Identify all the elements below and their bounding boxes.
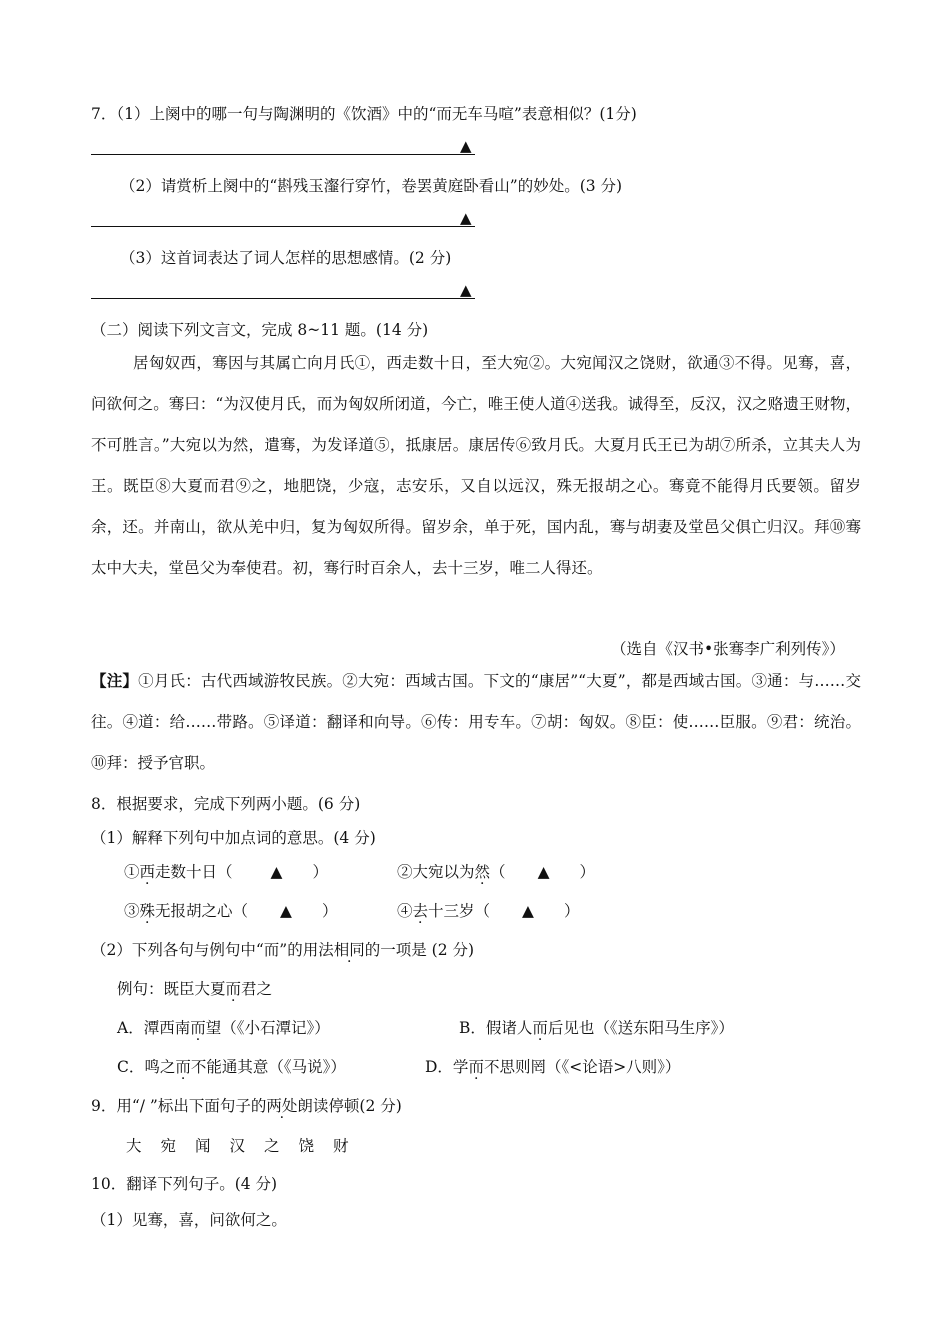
classical-passage: 居匈奴西，骞因与其属亡向月氏①，西走数十日，至大宛②。大宛闻汉之饶财，欲通③不得。见骞，喜，问欲何之。骞曰：“为汉使月氏，而为匈奴所闭道，今亡，唯王使人道④送我。诚得至，反汉，汉之赂遗王财物，不可胜言。”大宛以为然，遣骞，为发译道⑤，抵康居。康居传⑥致月氏。大夏月氏王已为胡⑦所杀，立其夫人为王。既臣⑧大夏而君⑨之，地肥饶，少寇，志安乐，又自以远汉，殊无报胡之心。骞竟不能得月氏要领。留岁余，还。并南山，欲从羌中归，复为匈奴所得。留岁余，单于死，国内乱，骞与胡妻及堂邑父俱亡归汉。拜⑩骞太中大夫，堂邑父为奉使君。初，骞行时百余人，去十三岁，唯二人得还。 <box>91 354 861 577</box>
q7-part3: （3）这首词表达了词人怎样的思想感情。(2 分) <box>120 249 452 267</box>
blank-marker-icon: ▲ <box>280 902 292 920</box>
blank-marker-icon: ▲ <box>270 863 283 881</box>
q8-item-1: ①西走数十日（ ▲ ） <box>124 863 328 881</box>
q8-sub1: （1）解释下列句中加点词的意思。(4 分) <box>91 829 376 847</box>
note-label: 【注】 <box>91 671 139 690</box>
q8-option-c: C．鸣之而不能通其意（《马说》） <box>117 1058 346 1076</box>
q7-part2: （2）请赏析上阕中的“斟残玉瀣行穿竹，卷罢黄庭卧看山”的妙处。(3 分) <box>120 177 623 195</box>
q8-example: 例句：既臣大夏而君之 <box>117 980 273 998</box>
q8-title: 8．根据要求，完成下列两小题。(6 分) <box>91 795 361 813</box>
q9-title: 9．用“/ ”标出下面句子的两处朗读停顿(2 分) <box>91 1097 402 1115</box>
blank-marker-icon: ▲ <box>460 137 472 155</box>
q10-sub1: （1）见骞，喜，问欲何之。 <box>91 1211 287 1229</box>
q10-title: 10．翻译下列句子。(4 分) <box>91 1175 278 1193</box>
q8-item-4: ④去十三岁（ ▲ ） <box>397 902 580 920</box>
blank-marker-icon: ▲ <box>537 863 550 881</box>
note-text: ①月氏：古代西域游牧民族。②大宛：西域古国。下文的“康居”“大夏”，都是西域古国。③通：与……交往。④道：给……带路。⑤译道：翻译和向导。⑥传：用专车。⑦胡：匈奴。⑧臣：使……臣服。⑨君：统治。⑩拜：授予官职。 <box>91 672 861 772</box>
section-heading: （二）阅读下列文言文，完成 8~11 题。(14 分) <box>91 321 429 339</box>
answer-line-3 <box>91 298 475 299</box>
answer-line-1 <box>91 154 475 155</box>
answer-line-2 <box>91 226 475 227</box>
q8-item-2: ②大宛以为然（ ▲ ） <box>397 863 595 881</box>
q8-option-d: D．学而不思则罔（《<论语>八则》） <box>425 1058 681 1076</box>
blank-marker-icon: ▲ <box>522 902 534 920</box>
q8-sub2: （2）下列各句与例句中“而”的用法相同的一项是 (2 分) <box>91 941 475 959</box>
annotation-notes <box>91 660 861 784</box>
q8-option-b: B．假诸人而后见也（《送东阳马生序》） <box>459 1019 734 1037</box>
q8-option-a: A．潭西南而望（《小石潭记》） <box>117 1019 330 1037</box>
blank-marker-icon: ▲ <box>460 209 472 227</box>
passage-source: （选自《汉书•张骞李广利列传》） <box>611 640 845 658</box>
blank-marker-icon: ▲ <box>460 281 472 299</box>
q8-item-3: ③殊无报胡之心（ ▲ ） <box>124 902 338 920</box>
q7-part1: 7．（1）上阕中的哪一句与陶渊明的《饮酒》中的“而无车马喧”表意相似？(1分) <box>91 105 637 123</box>
q9-sentence: 大宛闻汉之饶财 <box>126 1137 368 1155</box>
